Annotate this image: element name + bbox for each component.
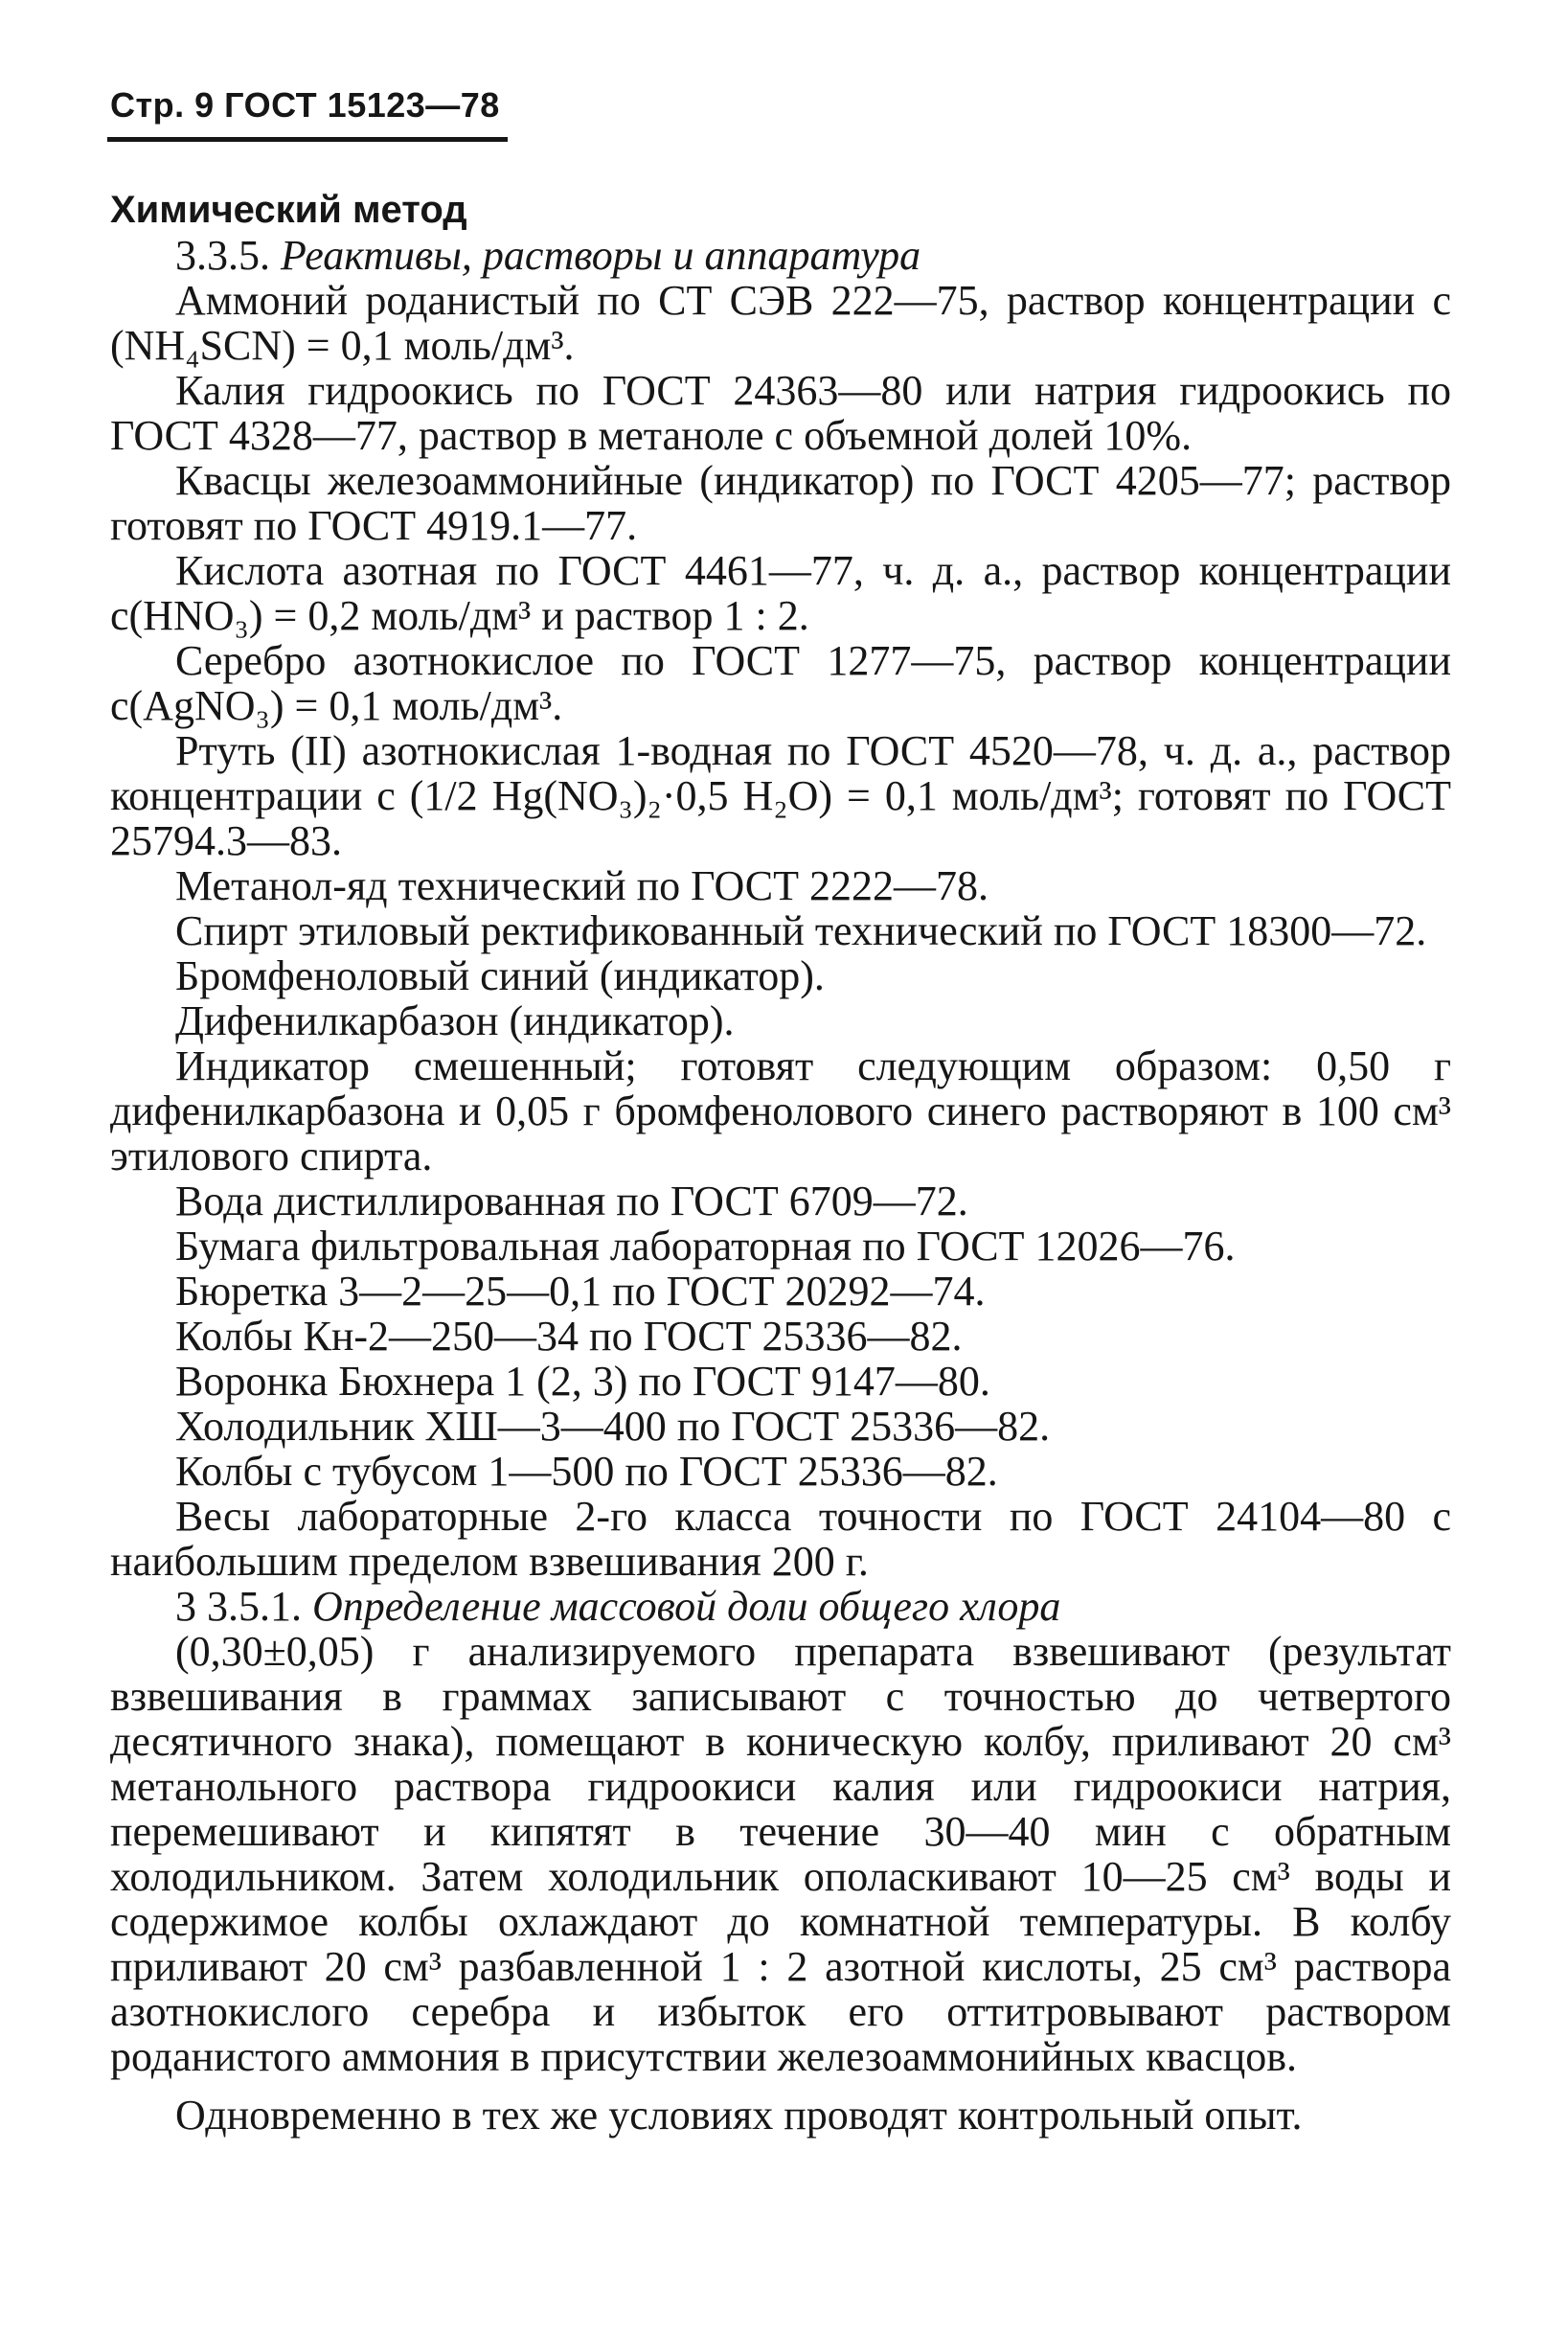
subsection-heading xyxy=(110,1584,1451,1629)
apparatus-item: Воронка Бюхнера 1 (2, 3) по ГОСТ 9147—80. xyxy=(175,1358,990,1405)
subsection-number: 3 3.5.1. xyxy=(175,1583,302,1630)
reagent-item: Квасцы железоаммонийные (индикатор) по ГОСТ 4205—77; раствор готовят по ГОСТ 4919.1—77. xyxy=(110,457,1451,549)
reagent-item: Спирт этиловый ректификованный технический по ГОСТ 18300—72. xyxy=(175,907,1427,954)
apparatus-item: Весы лабораторные 2-го класса точности по ГОСТ 24104—80 с наибольшим пределом взвешивания 200 г. xyxy=(110,1493,1451,1585)
section-number: 3.3.5. xyxy=(175,232,270,279)
apparatus-item: Колбы Кн-2—250—34 по ГОСТ 25336—82. xyxy=(175,1313,963,1360)
reagent-item: Метанол-яд технический по ГОСТ 2222—78. xyxy=(175,862,989,909)
apparatus-item: Холодильник ХШ—3—400 по ГОСТ 25336—82. xyxy=(175,1403,1051,1450)
reagent-item: Бромфеноловый синий (индикатор). xyxy=(175,952,825,999)
header-rule xyxy=(107,137,508,142)
procedure-paragraph: (0,30±0,05) г анализируемого препарата взвешивают (результат взвешивания в граммах записывают с точностью до четвертого десятичного знака), помещают в коническую колбу, приливают 20 см³ метанольного раствора гидроокиси калия или гидроокиси натрия, перемешивают и кипятят в течение 30—40 мин с обратным холодильником. Затем холодильник ополаскивают 10—25 см³ воды и содержимое колбы охлаждают до комнатной температуры. В колбу приливают 20 см³ разбавленной 1 : 2 азотной кислоты, 25 см³ раствора азотнокислого серебра и избыток его оттитровывают раствором роданистого аммония в присутствии железоаммонийных квасцов. xyxy=(110,1628,1451,2080)
reagent-item: Индикатор смешенный; готовят следующим образом: 0,50 г дифенилкарбазона и 0,05 г бромфенолового синего растворяют в 100 см³ этилового спирта. xyxy=(110,1042,1451,1179)
apparatus-item: Бюретка 3—2—25—0,1 по ГОСТ 20292—74. xyxy=(175,1268,986,1315)
reagent-item: Калия гидроокись по ГОСТ 24363—80 или натрия гидроокись по ГОСТ 4328—77, раствор в метаноле с объемной долей 10%. xyxy=(110,367,1451,459)
reagent-item: Серебро азотнокислое по ГОСТ 1277—75, раствор концентрации с(AgNO₃) = 0,1 моль/дм³. xyxy=(110,637,1451,729)
section-title: Химический метод xyxy=(110,189,467,231)
reagent-item: Дифенилкарбазон (индикатор). xyxy=(175,997,735,1044)
reagent-item: Аммоний роданистый по СТ СЭВ 222—75, раствор концентрации с (NH₄SCN) = 0,1 моль/дм³. xyxy=(110,277,1451,369)
page-header: Стр. 9 ГОСТ 15123—78 xyxy=(110,85,500,125)
reagent-item: Кислота азотная по ГОСТ 4461—77, ч. д. а., раствор концентрации с(HNO₃) = 0,2 моль/дм³ и раствор 1 : 2. xyxy=(110,547,1451,639)
apparatus-item: Колбы с тубусом 1—500 по ГОСТ 25336—82. xyxy=(175,1448,998,1495)
section-subtitle xyxy=(110,233,1451,278)
apparatus-item: Бумага фильтровальная лабораторная по ГОСТ 12026—76. xyxy=(175,1223,1236,1270)
closing-paragraph: Одновременно в тех же условиях проводят контрольный опыт. xyxy=(175,2092,1303,2139)
subsection-title: Определение массовой доли общего хлора xyxy=(312,1583,1061,1630)
apparatus-item: Вода дистиллированная по ГОСТ 6709—72. xyxy=(175,1178,968,1224)
document-body xyxy=(110,188,1451,2138)
reagent-item: Ртуть (II) азотнокислая 1-водная по ГОСТ 4520—78, ч. д. а., раствор концентрации с (1/2 Hg(NO₃)₂·0,5 H₂O) = 0,1 моль/дм³; готовят по ГОСТ 25794.3—83. xyxy=(110,727,1451,864)
section-subtitle-text: Реактивы, растворы и аппаратура xyxy=(281,232,921,279)
